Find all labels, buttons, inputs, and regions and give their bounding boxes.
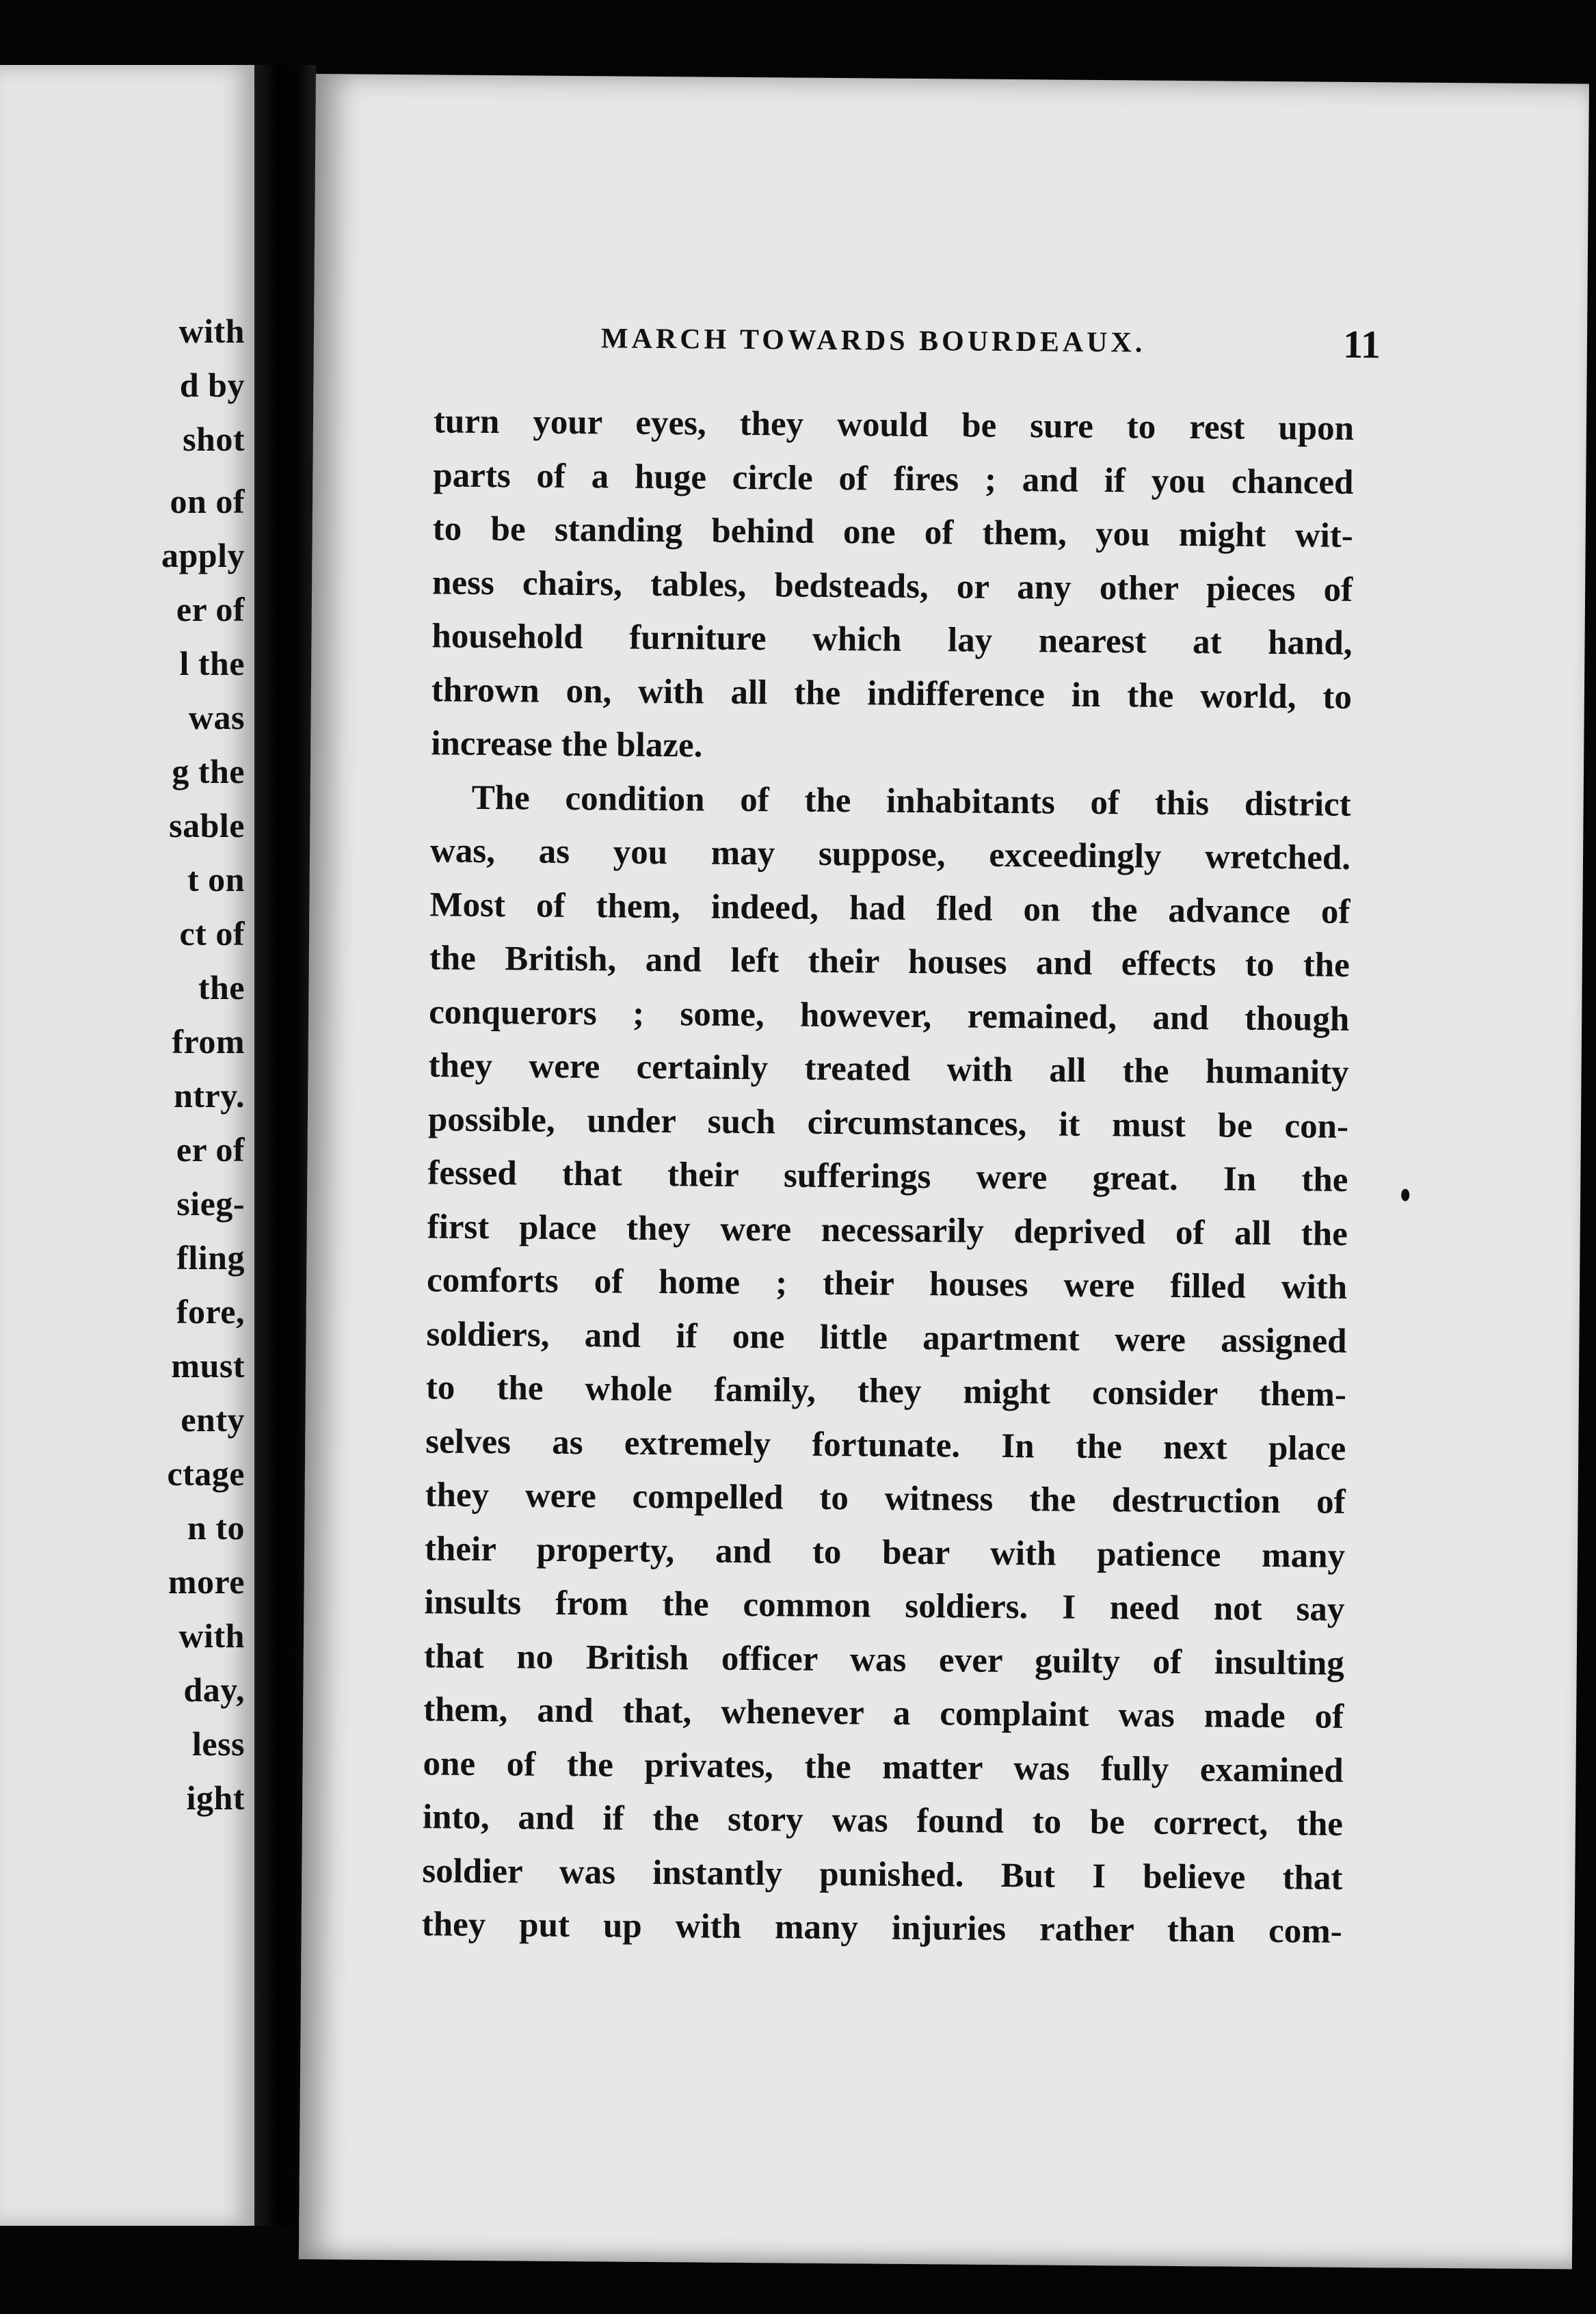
left-page-line: apply bbox=[161, 536, 245, 574]
left-page-line: the bbox=[198, 968, 245, 1007]
left-page-line: g the bbox=[172, 752, 245, 790]
text-line: thrown on, with all the indifference in the world, to bbox=[431, 670, 1353, 717]
text-line: that no British officer was ever guilty of insulting bbox=[423, 1636, 1345, 1683]
left-page-line: er of bbox=[176, 1130, 245, 1169]
text-line: conquerors ; some, however, remained, and though bbox=[429, 992, 1350, 1039]
text-line: they were certainly treated with all the humanity bbox=[428, 1046, 1349, 1092]
text-line: comforts of home ; their houses were filled with bbox=[426, 1261, 1348, 1307]
text-line: the British, and left their houses and effects to the bbox=[429, 939, 1351, 985]
left-page-line: fore, bbox=[176, 1292, 245, 1331]
text-line: insults from the common soldiers. I need not say bbox=[424, 1583, 1345, 1629]
running-head bbox=[601, 322, 1381, 376]
text-line: into, and if the story was found to be correct, the bbox=[422, 1798, 1344, 1844]
text-line: The condition of the inhabitants of this district bbox=[471, 778, 1351, 824]
left-page-line: from bbox=[172, 1022, 245, 1061]
running-head-title: MARCH TOWARDS BOURDEAUX. bbox=[600, 323, 1146, 359]
right-page bbox=[299, 74, 1589, 2270]
left-page-line: n to bbox=[187, 1508, 245, 1547]
left-page-line: was bbox=[188, 698, 245, 736]
left-page-line: ct of bbox=[179, 914, 245, 953]
text-line: turn your eyes, they would be sure to rest upon bbox=[433, 402, 1355, 448]
text-line: Most of them, indeed, had fled on the advance of bbox=[429, 885, 1351, 931]
text-line: soldier was instantly punished. But I believe that bbox=[422, 1851, 1343, 1898]
text-line: to the whole family, they might consider them- bbox=[425, 1368, 1347, 1414]
margin-speck bbox=[1401, 1189, 1409, 1201]
left-page-line: enty bbox=[181, 1400, 245, 1439]
left-page-line: must bbox=[171, 1346, 245, 1385]
body-text bbox=[421, 395, 1354, 1958]
left-page-line: fling bbox=[176, 1238, 245, 1277]
left-page-line: more bbox=[168, 1562, 245, 1601]
text-line: household furniture which lay nearest at hand, bbox=[431, 617, 1353, 663]
text-line: soldiers, and if one little apartment were assigned bbox=[426, 1314, 1347, 1361]
text-line: they put up with many injuries rather than com- bbox=[421, 1905, 1342, 1951]
text-line: was, as you may suppose, exceedingly wretched. bbox=[429, 832, 1351, 877]
text-line: fessed that their sufferings were great. In the bbox=[427, 1154, 1348, 1199]
left-page-line: ight bbox=[186, 1779, 245, 1817]
text-line: selves as extremely fortunate. In the next place bbox=[425, 1422, 1346, 1468]
left-page-line: t on bbox=[187, 860, 245, 899]
left-page-line: ntry. bbox=[174, 1076, 245, 1115]
left-page-line: d by bbox=[179, 366, 245, 404]
text-line: possible, under such circumstances, it must be con- bbox=[427, 1100, 1349, 1146]
text-line: first place they were necessarily deprived of all the bbox=[427, 1207, 1348, 1253]
text-line: increase the blaze. bbox=[431, 724, 703, 765]
left-page-line: er of bbox=[176, 590, 245, 628]
left-page-line: on of bbox=[170, 482, 245, 520]
page-number: 11 bbox=[1342, 321, 1381, 367]
text-line: their property, and to bear with patience many bbox=[424, 1529, 1346, 1575]
text-line: to be standing behind one of them, you might wit- bbox=[432, 509, 1353, 555]
left-page-line: l the bbox=[179, 644, 245, 682]
left-page-line: with bbox=[178, 312, 245, 350]
left-page-line: ctage bbox=[167, 1454, 245, 1493]
text-line: parts of a huge circle of fires ; and if you chanced bbox=[433, 455, 1354, 502]
text-line: one of the privates, the matter was fully examined bbox=[423, 1744, 1344, 1790]
left-page-line: sieg- bbox=[176, 1184, 245, 1223]
left-page-line: shot bbox=[183, 420, 245, 458]
left-page-line: day, bbox=[183, 1671, 245, 1709]
left-page-line: less bbox=[192, 1725, 245, 1763]
left-page-fragment bbox=[0, 65, 254, 2226]
text-line: they were compelled to witness the destruction of bbox=[425, 1476, 1346, 1521]
left-page-line: with bbox=[178, 1617, 245, 1655]
text-line: them, and that, whenever a complaint was made of bbox=[423, 1690, 1344, 1736]
text-line: ness chairs, tables, bedsteads, or any other pieces of bbox=[431, 563, 1353, 609]
left-page-line: sable bbox=[169, 806, 245, 845]
